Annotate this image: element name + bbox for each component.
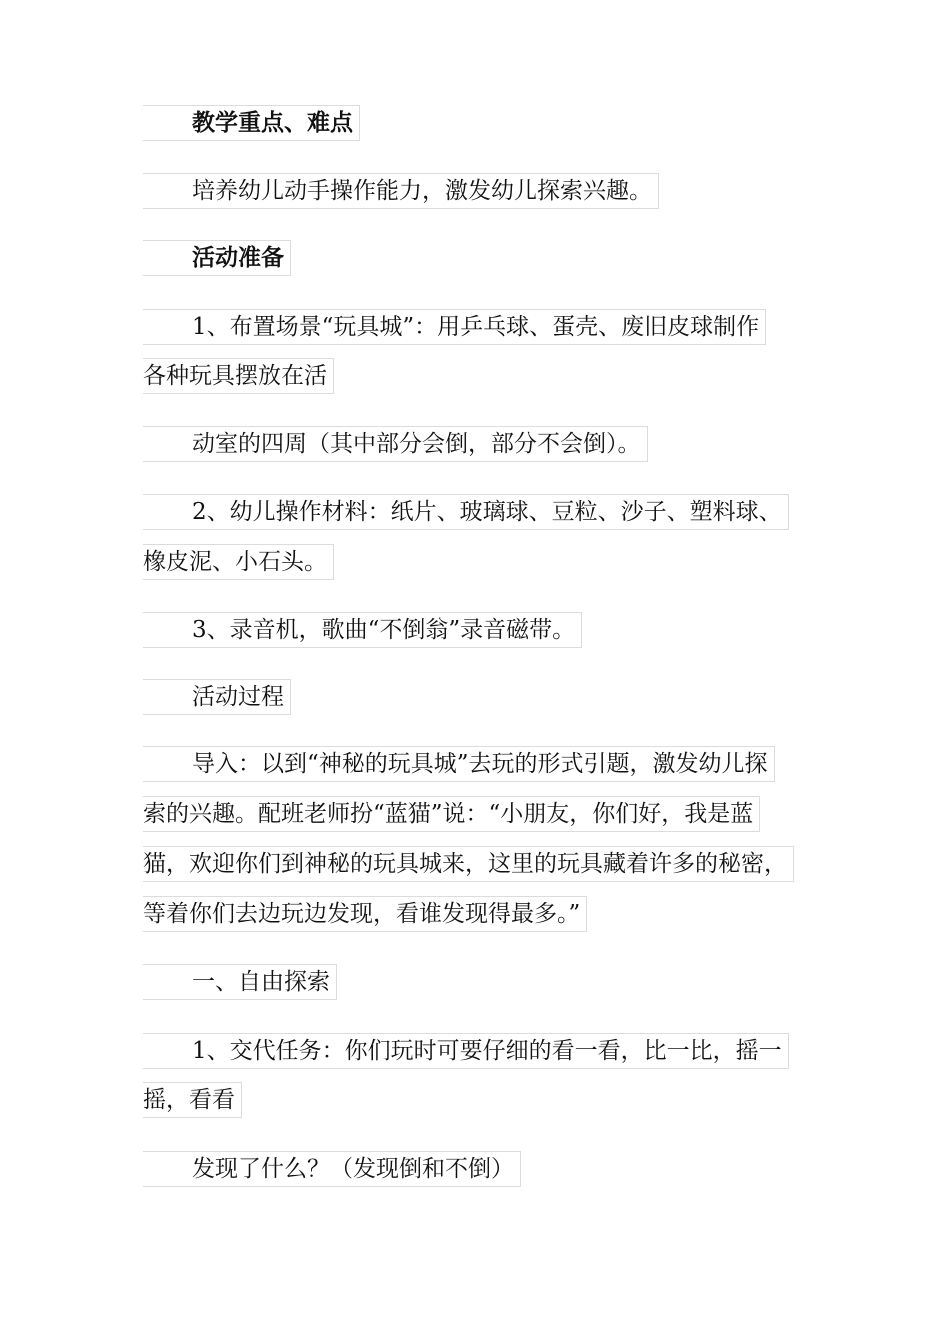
prep-item-1-line-2: 各种玩具摆放在活 [143,358,334,394]
intro-line-4: 等着你们去边玩边发现，看谁发现得最多。” [143,896,587,932]
intro-line-2: 索的兴趣。配班老师扮“蓝猫”说：“小朋友，你们好，我是蓝 [143,796,760,832]
paragraph-key-points: 培养幼儿动手操作能力，激发幼儿探索兴趣。 [143,173,659,209]
intro-line-3: 猫，欢迎你们到神秘的玩具城来，这里的玩具藏着许多的秘密， [143,846,794,882]
prep-item-1-line-1: 1、布置场景“玩具城”：用乒乓球、蛋壳、废旧皮球制作 [143,309,766,345]
prep-item-2-line-1: 2、幼儿操作材料：纸片、玻璃球、豆粒、沙子、塑料球、 [143,494,789,530]
intro-line-1: 导入：以到“神秘的玩具城”去玩的形式引题，激发幼儿探 [143,746,775,782]
heading-preparation: 活动准备 [143,240,291,276]
heading-process: 活动过程 [143,679,291,715]
heading-key-points: 教学重点、难点 [143,105,360,141]
heading-free-explore: 一、自由探索 [143,964,337,1000]
prep-item-2-line-2: 橡皮泥、小石头。 [143,544,334,580]
task-line-2: 摇，看看 [143,1082,242,1118]
prep-item-3: 3、录音机，歌曲“不倒翁”录音磁带。 [143,612,582,648]
task-line-3: 发现了什么？（发现倒和不倒） [143,1151,521,1187]
prep-item-1-line-3: 动室的四周（其中部分会倒，部分不会倒）。 [143,426,648,462]
task-line-1: 1、交代任务：你们玩时可要仔细的看一看，比一比，摇一 [143,1033,789,1069]
